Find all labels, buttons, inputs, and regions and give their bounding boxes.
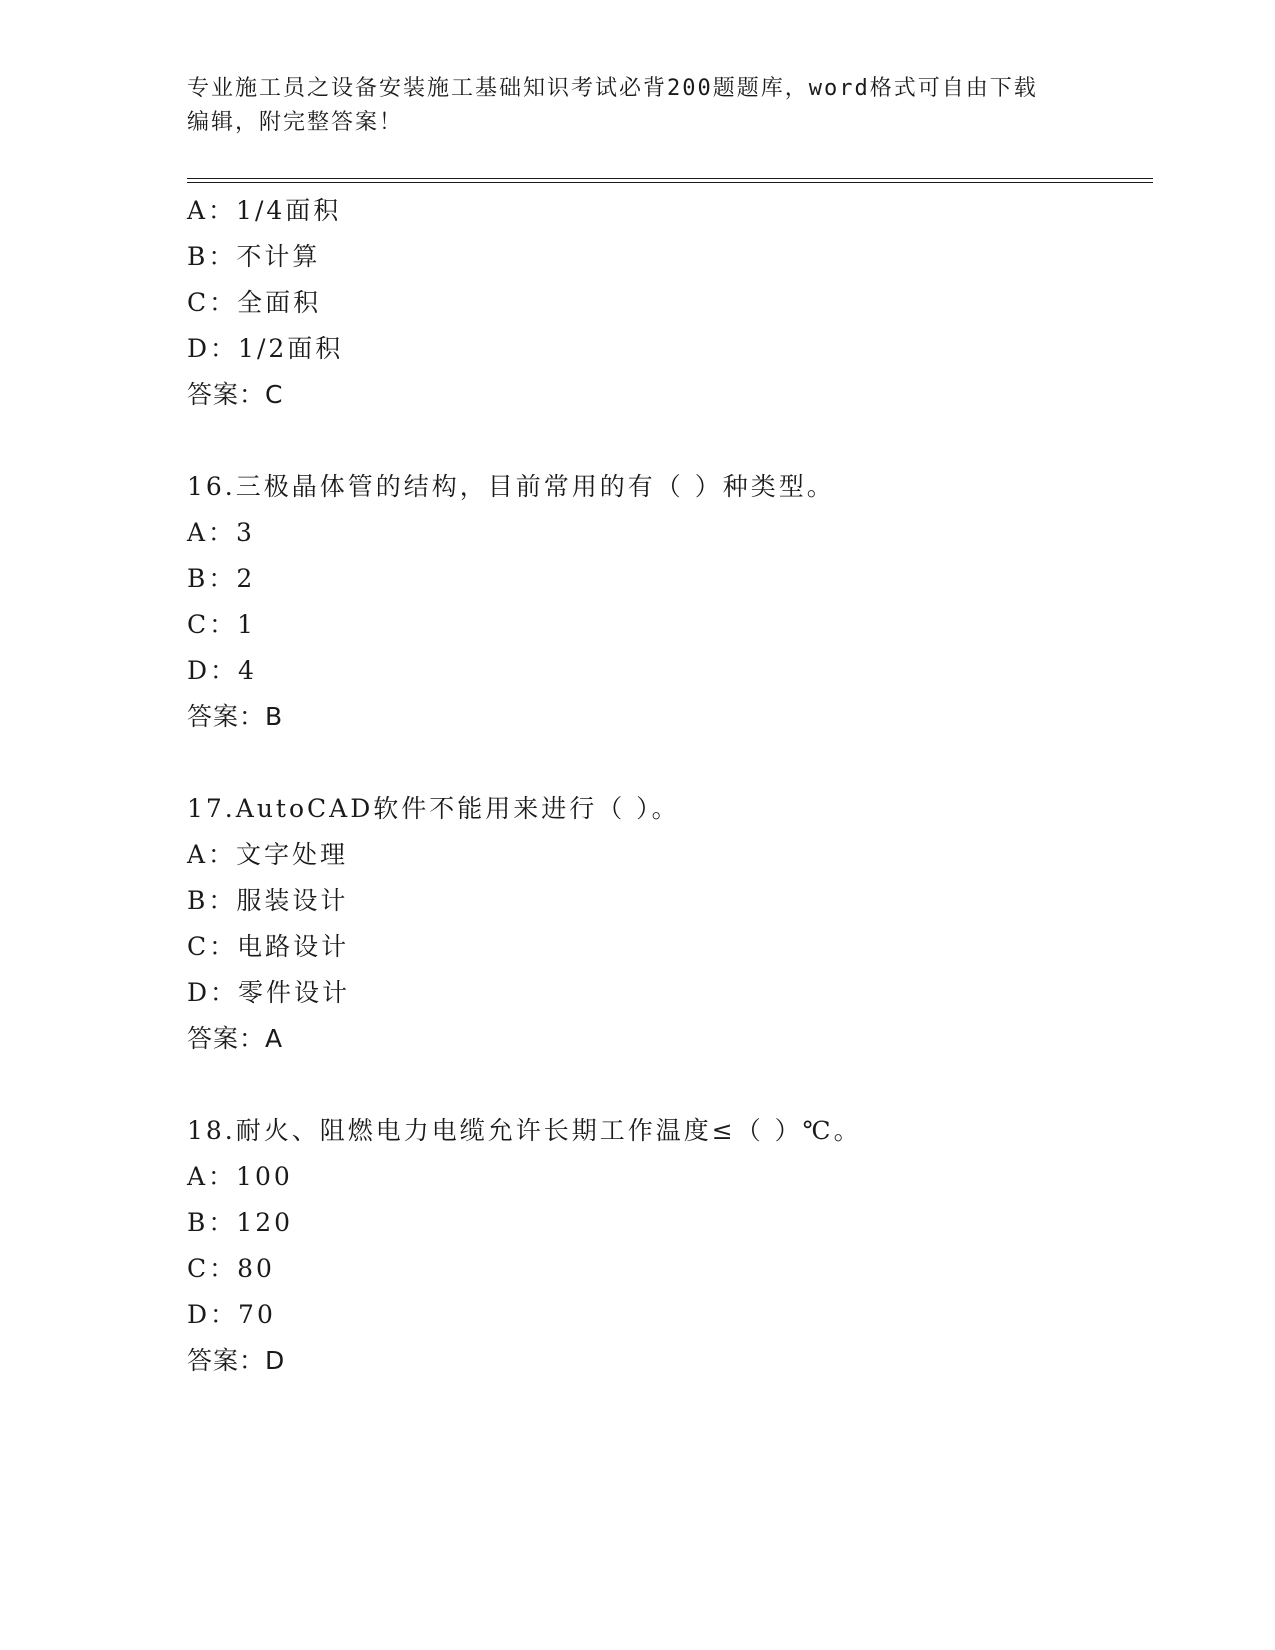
option-c: C：全面积: [187, 288, 322, 317]
header-divider-top: [187, 178, 1153, 179]
option-b: B：不计算: [187, 242, 321, 271]
option-d: D：70: [187, 1300, 276, 1329]
spacer: [187, 1062, 1147, 1108]
option-c: C：1: [187, 610, 257, 639]
question-list: [187, 188, 1147, 1384]
header-line-1: 专业施工员之设备安装施工基础知识考试必背200题题库，word格式可自由下载: [187, 76, 1038, 101]
document-header: [187, 72, 1087, 140]
question-text: 16.三极晶体管的结构，目前常用的有（ ）种类型。: [187, 472, 835, 501]
option-c: C：电路设计: [187, 932, 350, 961]
option-d: D：1/2面积: [187, 334, 344, 363]
question-text: 18.耐火、阻燃电力电缆允许长期工作温度≤（ ）℃。: [187, 1116, 862, 1145]
option-d: D：4: [187, 656, 257, 685]
option-b: B：服装设计: [187, 886, 349, 915]
option-b: B：120: [187, 1208, 294, 1237]
question-block-15: [187, 188, 1147, 418]
question-text: 17.AutoCAD软件不能用来进行（ ）。: [187, 794, 680, 823]
header-line-2: 编辑，附完整答案！: [187, 110, 404, 135]
spacer: [187, 740, 1147, 786]
option-a: A：1/4面积: [187, 196, 342, 225]
option-a: A：100: [187, 1162, 293, 1191]
answer-line: 答案：C: [187, 380, 284, 409]
answer-line: 答案：D: [187, 1346, 286, 1375]
spacer: [187, 418, 1147, 464]
question-block-16: [187, 464, 1147, 740]
option-a: A：文字处理: [187, 840, 349, 869]
option-a: A：3: [187, 518, 255, 547]
header-divider-bottom: [187, 182, 1153, 183]
option-d: D：零件设计: [187, 978, 351, 1007]
question-block-18: [187, 1108, 1147, 1384]
question-block-17: [187, 786, 1147, 1062]
option-c: C：80: [187, 1254, 275, 1283]
answer-line: 答案：B: [187, 702, 284, 731]
option-b: B：2: [187, 564, 256, 593]
answer-line: 答案：A: [187, 1024, 284, 1053]
